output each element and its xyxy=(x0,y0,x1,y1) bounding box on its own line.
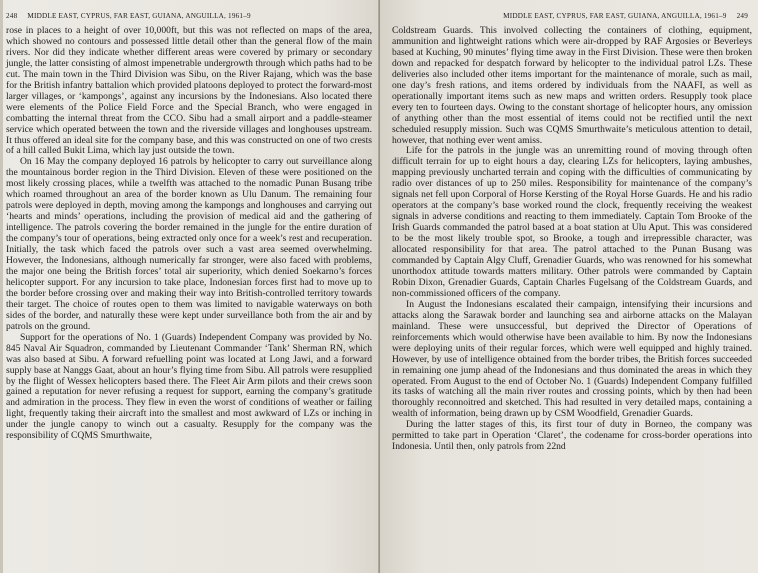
right-paragraph-2: Life for the patrols in the jungle was an unremitting round of moving through often difficult terrain for up to eight hours a day, clearing LZs for helicopters, laying ambushes, mapping previously uncharted terrain and coping with the difficulties of communicating by radio over distances of up to 250 miles. Responsibility for maintenance of the company’s signals net fell upon Corporal of Horse Kersting of the Royal Horse Guards. He and his radio operators at the company’s base worked round the clock, frequently receiving the weakest signals in adverse conditions and reacting to them immediately. Captain Tom Brooke of the Irish Guards commanded the patrol based at a boat station at Ulu Aput. This was considered to be the most likely trouble spot, so Brooke, a tough and irrepressible character, was allocated responsibility for that area. The patrol attached to the Punan Busang was commanded by Captain Algy Cluff, Grenadier Guards, who was renowned for his somewhat unorthodox attitude towards matters military. Other patrols were commanded by Captain Robin Dixon, Grenadier Guards, Captain Charles Fugelsang of the Coldstream Guards, and non-commissioned officers of the company. xyxy=(392,145,752,299)
right-running-head xyxy=(503,12,748,20)
right-running-head-title: MIDDLE EAST, CYPRUS, FAR EAST, GUIANA, ANGUILLA, 1961–9 xyxy=(503,12,727,20)
left-running-head-title: MIDDLE EAST, CYPRUS, FAR EAST, GUIANA, ANGUILLA, 1961–9 xyxy=(27,12,251,20)
left-page-number: 248 xyxy=(6,12,18,20)
right-page xyxy=(380,0,758,573)
left-paragraph-3: Support for the operations of No. 1 (Guards) Independent Company was provided by No. 845 Naval Air Squadron, commanded by Lieutenant Commander ‘Tank’ Sherman RN, which was also based at Sibu. A forward refuelling point was located at Long Jawi, and a forward supply base at Nanggs Gaat, about an hour’s flying time from Sibu. All patrols were resupplied by the flight of Wessex helicopters based there. The Fleet Air Arm pilots and their crews soon gained a reputation for never refusing a request for support, earning the company’s gratitude and admiration in the process. They flew in even the worst of conditions of weather or failing light, frequently taking their aircraft into the smallest and most awkward of LZs or inching in under the jungle canopy to winch out a casualty. Resupply for the company was the responsibility of CQMS Smurthwaite, xyxy=(6,331,372,442)
right-paragraph-1: Coldstream Guards. This involved collecting the containers of clothing, equipment, ammunition and lightweight rations which were air-dropped by RAF Argosies or Beverleys based at Kuching, 90 minutes’ flying time away in the First Division. These were then broken down and repacked for despatch forward by helicopter to the individual patrol LZs. These deliveries also included other items important for the maintenance of morale, such as mail, one day’s fresh rations, and items ordered by individuals from the NAAFI, as well as operationally important items such as new maps and written orders. Resupply took place every ten to fourteen days. Owing to the constant shortage of helicopter hours, any omission of anything other than the most essential of items could not be rectified until the next scheduled resupply mission. Such was CQMS Smurthwaite’s meticulous attention to detail, however, that nothing ever went amiss. xyxy=(392,25,752,146)
right-page-body xyxy=(392,26,752,453)
left-paragraph-2: On 16 May the company deployed 16 patrols by helicopter to carry out surveillance along the mountainous border region in the Third Division. Eleven of these were positioned on the most likely crossing places, while a twelfth was attached to the nomadic Punan Busang tribe which roamed throughout an area of the border known as Ulu Danum. The remaining four patrols were deployed in depth, moving among the kampongs and longhouses and carrying out ‘hearts and minds’ operations, including the provision of medical aid and the gathering of intelligence. The patrols covering the border remained in the jungle for the entire duration of the company’s tour of operations, being extracted only once for a week’s rest and recuperation. Initially, the task which faced the patrols over such a vast area seemed overwhelming. However, the Indonesians, although numerically far stronger, were also faced with problems, the major one being the British forces’ total air superiority, which denied Soekarno’s forces helicopter support. For any incursion to take place, Indonesian forces first had to move up to the border before crossing over and making their way into British-controlled territory towards their target. The choice of routes open to them was limited to navigable waterways on both sides of the border, and naturally these were kept under surveillance both from the air and by patrols on the ground. xyxy=(6,156,372,332)
right-paragraph-3: In August the Indonesians escalated their campaign, intensifying their incursions and attacks along the Sarawak border and launching sea and airborne attacks on the Malayan mainland. These were unsuccessful, but deprived the Director of Operations of reinforcements which would otherwise have been available to him. By now the Indonesians were deploying units of their regular forces, which were well equipped and highly trained. However, by use of intelligence obtained from the border tribes, the British forces succeeded in remaining one jump ahead of the Indonesians and thus dominated the areas in which they operated. From August to the end of October No. 1 (Guards) Independent Company fulfilled its tasks of watching all the main river routes and crossing points, which by then had been thoroughly reconnoitred and sketched. This had resulted in very detailed maps, containing a wealth of information, being drawn up by CSM Woodfield, Grenadier Guards. xyxy=(392,298,752,420)
right-page-number: 249 xyxy=(736,12,748,20)
right-paragraph-4: During the latter stages of this, its first tour of duty in Borneo, the company was permitted to take part in Operation ‘Claret’, the codename for cross-border operations into Indonesia. Until then, only patrols from 22nd xyxy=(392,419,752,453)
left-running-head xyxy=(6,12,251,20)
left-page-body xyxy=(6,26,372,442)
left-paragraph-1: rose in places to a height of over 10,000ft, but this was not reflected on maps of the area, which showed no contours and possessed little detail other than the general flow of the main rivers. Nor did they indicate whether different areas were covered by primary or secondary jungle, the latter consisting of almost impenetrable undergrowth through which paths had to be cut. The main town in the Third Division was Sibu, on the River Rajang, which was the base for the British infantry battalion which provided platoons deployed to protect the forward-most larger villages, or ‘kampongs’, against any incursions by the Indonesians. Also located there were elements of the Police Field Force and the Special Branch, who were engaged in combatting the internal threat from the CCO. Sibu had a small airport and a paddle-steamer service which operated between the town and the riverside villages and longhouses upstream. It thus offered an ideal site for the company base, and this was constructed on one of two crests of a hill called Bukit Lima, which lay just outside the town. xyxy=(6,25,372,157)
